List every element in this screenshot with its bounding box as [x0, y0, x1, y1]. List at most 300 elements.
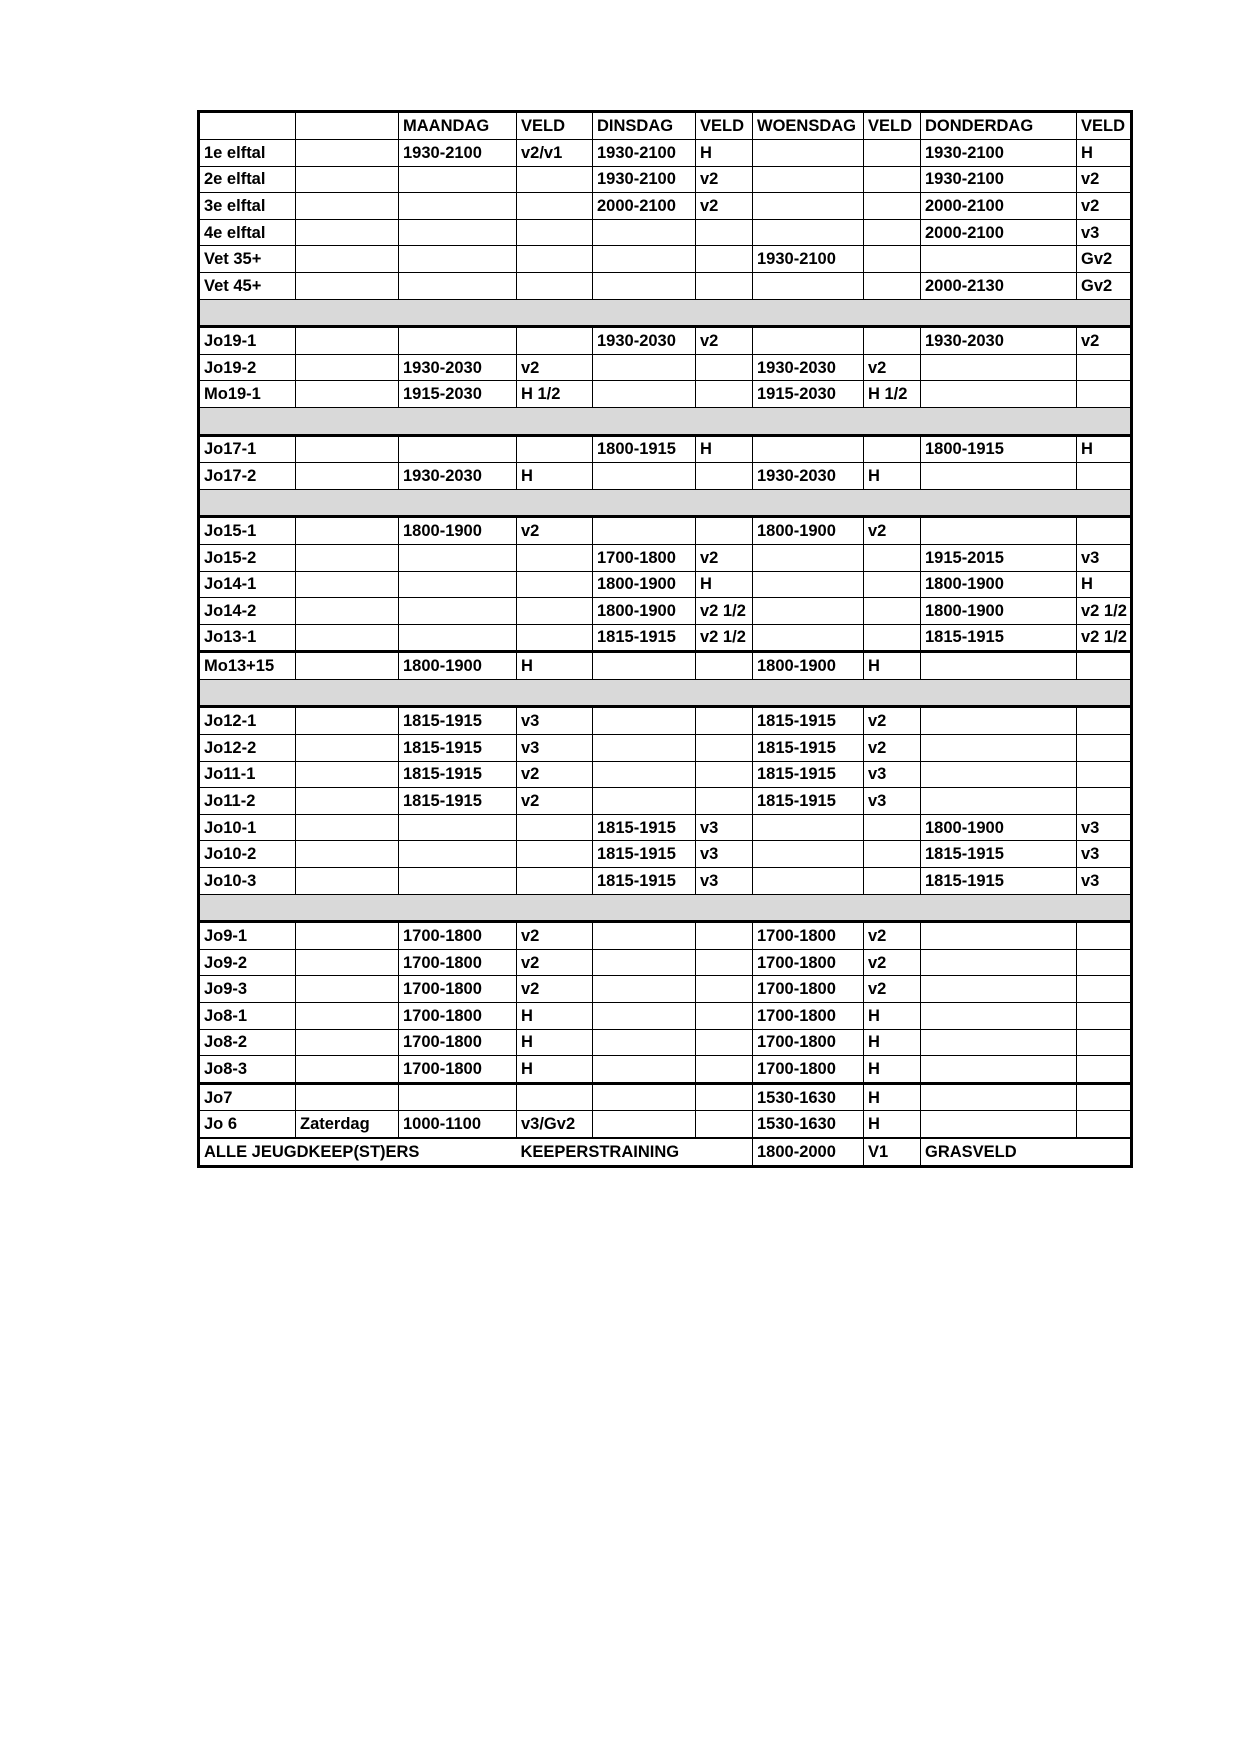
table-row [199, 949, 1132, 976]
monday-time-cell: 1930-2100 [399, 140, 517, 167]
monday-time-cell [399, 166, 517, 193]
extra-cell [296, 381, 399, 408]
monday-time-cell [399, 814, 517, 841]
team-cell: Jo9-3 [199, 976, 296, 1003]
table-row [199, 841, 1132, 868]
monday-field-cell: v2 [517, 517, 593, 545]
thursday-field-cell [1077, 922, 1132, 950]
thursday-time-cell: 2000-2130 [921, 272, 1077, 299]
monday-field-cell [517, 598, 593, 625]
training-schedule-table [197, 110, 1133, 1168]
wednesday-time-cell [753, 598, 864, 625]
separator-cell [199, 299, 1132, 327]
wednesday-field-cell [864, 624, 921, 652]
monday-field-cell: H [517, 463, 593, 490]
tuesday-field-cell [696, 1056, 753, 1084]
tuesday-field-cell [696, 1111, 753, 1138]
tuesday-field-cell: v2 [696, 544, 753, 571]
monday-field-cell: H [517, 1056, 593, 1084]
monday-field-cell [517, 435, 593, 463]
thursday-time-cell [921, 1056, 1077, 1084]
table-row [199, 1111, 1132, 1138]
tuesday-time-cell [593, 1083, 696, 1111]
separator-row [199, 299, 1132, 327]
thursday-field-cell: v3 [1077, 219, 1132, 246]
wednesday-field-cell [864, 327, 921, 355]
table-row [199, 976, 1132, 1003]
separator-row [199, 679, 1132, 707]
tuesday-field-cell [696, 381, 753, 408]
tuesday-field-cell [696, 922, 753, 950]
table-row [199, 868, 1132, 895]
table-row [199, 327, 1132, 355]
extra-cell [296, 788, 399, 815]
monday-time-cell: 1700-1800 [399, 1003, 517, 1030]
separator-cell [199, 407, 1132, 435]
tuesday-field-cell: v2 [696, 327, 753, 355]
wednesday-time-cell: 1530-1630 [753, 1111, 864, 1138]
tuesday-field-cell [696, 463, 753, 490]
monday-field-cell: H [517, 1003, 593, 1030]
table-row [199, 922, 1132, 950]
table-row [199, 272, 1132, 299]
wednesday-field-cell [864, 219, 921, 246]
extra-cell [296, 246, 399, 273]
monday-field-cell [517, 544, 593, 571]
header-wednesday-field: VELD [864, 112, 921, 140]
monday-field-cell [517, 868, 593, 895]
extra-cell [296, 354, 399, 381]
wednesday-time-cell: 1700-1800 [753, 949, 864, 976]
monday-field-cell [517, 193, 593, 220]
tuesday-time-cell: 1815-1915 [593, 814, 696, 841]
tuesday-field-cell [696, 707, 753, 735]
wednesday-time-cell: 1915-2030 [753, 381, 864, 408]
thursday-time-cell [921, 517, 1077, 545]
wednesday-time-cell [753, 435, 864, 463]
table-row [199, 1029, 1132, 1056]
wednesday-field-cell [864, 544, 921, 571]
monday-field-cell: v3 [517, 707, 593, 735]
thursday-time-cell [921, 652, 1077, 680]
tuesday-time-cell [593, 788, 696, 815]
thursday-time-cell [921, 1111, 1077, 1138]
wednesday-time-cell: 1815-1915 [753, 761, 864, 788]
table-row [199, 544, 1132, 571]
header-tuesday: DINSDAG [593, 112, 696, 140]
thursday-time-cell [921, 1083, 1077, 1111]
tuesday-time-cell [593, 735, 696, 762]
monday-field-cell: v2 [517, 949, 593, 976]
extra-cell [296, 868, 399, 895]
monday-time-cell [399, 219, 517, 246]
table-row [199, 140, 1132, 167]
extra-cell [296, 1029, 399, 1056]
team-cell: Jo15-1 [199, 517, 296, 545]
wednesday-time-cell [753, 814, 864, 841]
footer-activity-cell: KEEPERSTRAINING [517, 1138, 753, 1166]
table-row [199, 354, 1132, 381]
separator-cell [199, 489, 1132, 517]
extra-cell [296, 814, 399, 841]
thursday-field-cell [1077, 1111, 1132, 1138]
monday-field-cell: H [517, 652, 593, 680]
tuesday-time-cell: 1815-1915 [593, 841, 696, 868]
tuesday-field-cell: v3 [696, 868, 753, 895]
extra-cell [296, 219, 399, 246]
wednesday-field-cell: v2 [864, 922, 921, 950]
wednesday-time-cell: 1930-2030 [753, 354, 864, 381]
thursday-field-cell [1077, 463, 1132, 490]
team-cell: Jo8-3 [199, 1056, 296, 1084]
wednesday-time-cell: 1700-1800 [753, 1056, 864, 1084]
wednesday-field-cell: v2 [864, 707, 921, 735]
thursday-field-cell [1077, 735, 1132, 762]
thursday-field-cell [1077, 381, 1132, 408]
wednesday-field-cell: H [864, 1003, 921, 1030]
table-row [199, 1003, 1132, 1030]
team-cell: Jo10-2 [199, 841, 296, 868]
wednesday-time-cell [753, 166, 864, 193]
thursday-field-cell: v3 [1077, 841, 1132, 868]
header-thursday-field: VELD [1077, 112, 1132, 140]
tuesday-field-cell [696, 949, 753, 976]
wednesday-field-cell [864, 140, 921, 167]
wednesday-time-cell [753, 219, 864, 246]
tuesday-time-cell [593, 219, 696, 246]
wednesday-time-cell: 1800-1900 [753, 652, 864, 680]
monday-field-cell [517, 246, 593, 273]
tuesday-field-cell [696, 652, 753, 680]
tuesday-time-cell [593, 1003, 696, 1030]
footer-group-cell: ALLE JEUGDKEEP(ST)ERS [199, 1138, 517, 1166]
thursday-time-cell [921, 354, 1077, 381]
monday-time-cell: 1800-1900 [399, 652, 517, 680]
table-row [199, 517, 1132, 545]
table-row [199, 761, 1132, 788]
monday-time-cell: 1815-1915 [399, 788, 517, 815]
tuesday-field-cell [696, 517, 753, 545]
thursday-time-cell: 2000-2100 [921, 193, 1077, 220]
thursday-time-cell [921, 735, 1077, 762]
team-cell: Jo14-2 [199, 598, 296, 625]
tuesday-time-cell [593, 1111, 696, 1138]
thursday-field-cell: H [1077, 435, 1132, 463]
table-row [199, 707, 1132, 735]
tuesday-field-cell [696, 1003, 753, 1030]
monday-time-cell: 1700-1800 [399, 976, 517, 1003]
team-cell: Mo13+15 [199, 652, 296, 680]
wednesday-field-cell: v2 [864, 976, 921, 1003]
tuesday-field-cell: H [696, 140, 753, 167]
team-cell: 2e elftal [199, 166, 296, 193]
wednesday-field-cell: H [864, 1111, 921, 1138]
table-row [199, 598, 1132, 625]
tuesday-field-cell: v2 [696, 166, 753, 193]
extra-cell [296, 517, 399, 545]
thursday-time-cell [921, 922, 1077, 950]
tuesday-time-cell [593, 1056, 696, 1084]
extra-cell [296, 1056, 399, 1084]
thursday-time-cell [921, 1003, 1077, 1030]
monday-field-cell [517, 841, 593, 868]
table-row [199, 463, 1132, 490]
thursday-time-cell: 1815-1915 [921, 868, 1077, 895]
monday-time-cell [399, 571, 517, 598]
wednesday-time-cell: 1700-1800 [753, 1003, 864, 1030]
team-cell: Jo10-1 [199, 814, 296, 841]
extra-cell [296, 735, 399, 762]
wednesday-time-cell: 1700-1800 [753, 976, 864, 1003]
wednesday-field-cell [864, 166, 921, 193]
thursday-time-cell [921, 1029, 1077, 1056]
footer-field-type-cell: GRASVELD [921, 1138, 1132, 1166]
separator-cell [199, 679, 1132, 707]
thursday-field-cell [1077, 1056, 1132, 1084]
thursday-time-cell: 2000-2100 [921, 219, 1077, 246]
wednesday-field-cell: v2 [864, 735, 921, 762]
tuesday-time-cell [593, 922, 696, 950]
monday-field-cell [517, 624, 593, 652]
table-row [199, 381, 1132, 408]
thursday-field-cell [1077, 761, 1132, 788]
monday-time-cell [399, 544, 517, 571]
tuesday-time-cell: 1700-1800 [593, 544, 696, 571]
tuesday-field-cell [696, 354, 753, 381]
keeper-training-row [199, 1138, 1132, 1166]
tuesday-field-cell: v3 [696, 841, 753, 868]
team-cell: Jo8-2 [199, 1029, 296, 1056]
footer-field-cell: V1 [864, 1138, 921, 1166]
tuesday-field-cell: H [696, 435, 753, 463]
table-row [199, 624, 1132, 652]
tuesday-time-cell: 1930-2030 [593, 327, 696, 355]
extra-cell [296, 624, 399, 652]
monday-field-cell: v2 [517, 761, 593, 788]
wednesday-time-cell [753, 140, 864, 167]
tuesday-time-cell: 2000-2100 [593, 193, 696, 220]
thursday-time-cell: 1800-1900 [921, 814, 1077, 841]
header-cell-team [199, 112, 296, 140]
tuesday-time-cell [593, 976, 696, 1003]
thursday-time-cell [921, 761, 1077, 788]
monday-field-cell [517, 571, 593, 598]
extra-cell [296, 949, 399, 976]
separator-cell [199, 894, 1132, 922]
monday-field-cell [517, 272, 593, 299]
separator-row [199, 489, 1132, 517]
thursday-field-cell: v2 1/2 [1077, 624, 1132, 652]
team-cell: Jo15-2 [199, 544, 296, 571]
table-row [199, 735, 1132, 762]
thursday-field-cell [1077, 788, 1132, 815]
thursday-time-cell: 1930-2030 [921, 327, 1077, 355]
team-cell: Jo12-2 [199, 735, 296, 762]
thursday-field-cell [1077, 707, 1132, 735]
tuesday-field-cell: v2 1/2 [696, 598, 753, 625]
table-row [199, 435, 1132, 463]
monday-time-cell: 1700-1800 [399, 1029, 517, 1056]
tuesday-field-cell: v2 [696, 193, 753, 220]
wednesday-time-cell [753, 624, 864, 652]
header-row [199, 112, 1132, 140]
monday-time-cell [399, 246, 517, 273]
thursday-field-cell [1077, 976, 1132, 1003]
wednesday-time-cell [753, 544, 864, 571]
extra-cell [296, 327, 399, 355]
monday-time-cell [399, 624, 517, 652]
extra-cell [296, 140, 399, 167]
monday-time-cell [399, 598, 517, 625]
thursday-field-cell [1077, 652, 1132, 680]
wednesday-field-cell [864, 814, 921, 841]
thursday-time-cell: 1800-1915 [921, 435, 1077, 463]
tuesday-time-cell: 1930-2100 [593, 140, 696, 167]
thursday-field-cell: v3 [1077, 814, 1132, 841]
separator-row [199, 407, 1132, 435]
tuesday-field-cell [696, 272, 753, 299]
team-cell: Mo19-1 [199, 381, 296, 408]
table-row [199, 246, 1132, 273]
wednesday-time-cell: 1800-1900 [753, 517, 864, 545]
tuesday-time-cell [593, 761, 696, 788]
tuesday-time-cell: 1815-1915 [593, 624, 696, 652]
monday-time-cell: 1930-2030 [399, 354, 517, 381]
table-row [199, 788, 1132, 815]
thursday-time-cell [921, 976, 1077, 1003]
monday-field-cell [517, 166, 593, 193]
wednesday-field-cell [864, 598, 921, 625]
wednesday-time-cell: 1815-1915 [753, 735, 864, 762]
tuesday-field-cell [696, 219, 753, 246]
footer-time-cell: 1800-2000 [753, 1138, 864, 1166]
monday-time-cell [399, 193, 517, 220]
wednesday-time-cell [753, 193, 864, 220]
monday-field-cell: v3/Gv2 [517, 1111, 593, 1138]
monday-time-cell: 1700-1800 [399, 1056, 517, 1084]
tuesday-time-cell [593, 354, 696, 381]
wednesday-field-cell: v3 [864, 761, 921, 788]
team-cell: Jo9-1 [199, 922, 296, 950]
extra-cell [296, 166, 399, 193]
team-cell: Jo10-3 [199, 868, 296, 895]
wednesday-field-cell [864, 246, 921, 273]
extra-cell [296, 272, 399, 299]
extra-cell [296, 435, 399, 463]
thursday-field-cell [1077, 1003, 1132, 1030]
monday-field-cell: v2 [517, 976, 593, 1003]
monday-time-cell: 1700-1800 [399, 922, 517, 950]
monday-time-cell: 1700-1800 [399, 949, 517, 976]
wednesday-field-cell: v3 [864, 788, 921, 815]
team-cell: Jo8-1 [199, 1003, 296, 1030]
tuesday-time-cell: 1930-2100 [593, 166, 696, 193]
thursday-field-cell: v2 [1077, 327, 1132, 355]
tuesday-field-cell [696, 246, 753, 273]
monday-time-cell: 1930-2030 [399, 463, 517, 490]
thursday-field-cell [1077, 517, 1132, 545]
tuesday-field-cell [696, 1083, 753, 1111]
tuesday-time-cell [593, 463, 696, 490]
extra-cell [296, 1003, 399, 1030]
extra-cell [296, 652, 399, 680]
monday-time-cell [399, 868, 517, 895]
wednesday-time-cell: 1930-2100 [753, 246, 864, 273]
wednesday-field-cell: H 1/2 [864, 381, 921, 408]
wednesday-time-cell [753, 841, 864, 868]
thursday-field-cell [1077, 949, 1132, 976]
table-row [199, 219, 1132, 246]
extra-cell [296, 841, 399, 868]
extra-cell [296, 1083, 399, 1111]
table-row [199, 1083, 1132, 1111]
team-cell: Jo13-1 [199, 624, 296, 652]
thursday-field-cell: v2 1/2 [1077, 598, 1132, 625]
table-row [199, 166, 1132, 193]
wednesday-field-cell [864, 193, 921, 220]
wednesday-field-cell [864, 571, 921, 598]
monday-field-cell: H [517, 1029, 593, 1056]
wednesday-time-cell [753, 868, 864, 895]
wednesday-time-cell: 1815-1915 [753, 788, 864, 815]
wednesday-time-cell: 1815-1915 [753, 707, 864, 735]
tuesday-field-cell [696, 1029, 753, 1056]
tuesday-field-cell: v3 [696, 814, 753, 841]
monday-field-cell: v2/v1 [517, 140, 593, 167]
wednesday-time-cell [753, 327, 864, 355]
thursday-field-cell: H [1077, 571, 1132, 598]
tuesday-time-cell [593, 517, 696, 545]
tuesday-time-cell [593, 246, 696, 273]
monday-time-cell: 1000-1100 [399, 1111, 517, 1138]
thursday-time-cell [921, 707, 1077, 735]
monday-field-cell: v2 [517, 788, 593, 815]
thursday-field-cell [1077, 1083, 1132, 1111]
thursday-field-cell: H [1077, 140, 1132, 167]
team-cell: Jo17-1 [199, 435, 296, 463]
team-cell: Jo12-1 [199, 707, 296, 735]
header-cell-extra [296, 112, 399, 140]
table-row [199, 814, 1132, 841]
table-row [199, 1056, 1132, 1084]
tuesday-field-cell: v2 1/2 [696, 624, 753, 652]
thursday-time-cell: 1930-2100 [921, 166, 1077, 193]
team-cell: Jo19-1 [199, 327, 296, 355]
thursday-time-cell: 1930-2100 [921, 140, 1077, 167]
monday-time-cell [399, 327, 517, 355]
header-monday: MAANDAG [399, 112, 517, 140]
extra-cell [296, 761, 399, 788]
monday-time-cell [399, 272, 517, 299]
monday-time-cell: 1815-1915 [399, 735, 517, 762]
thursday-time-cell: 1800-1900 [921, 598, 1077, 625]
tuesday-time-cell [593, 949, 696, 976]
monday-time-cell [399, 1083, 517, 1111]
wednesday-field-cell: H [864, 1056, 921, 1084]
thursday-time-cell: 1800-1900 [921, 571, 1077, 598]
thursday-time-cell: 1815-1915 [921, 841, 1077, 868]
tuesday-time-cell: 1815-1915 [593, 868, 696, 895]
tuesday-time-cell [593, 707, 696, 735]
monday-field-cell [517, 219, 593, 246]
table-row [199, 571, 1132, 598]
wednesday-field-cell [864, 868, 921, 895]
team-cell: Jo11-2 [199, 788, 296, 815]
team-cell: Vet 45+ [199, 272, 296, 299]
wednesday-field-cell [864, 435, 921, 463]
extra-cell [296, 571, 399, 598]
team-cell: Vet 35+ [199, 246, 296, 273]
